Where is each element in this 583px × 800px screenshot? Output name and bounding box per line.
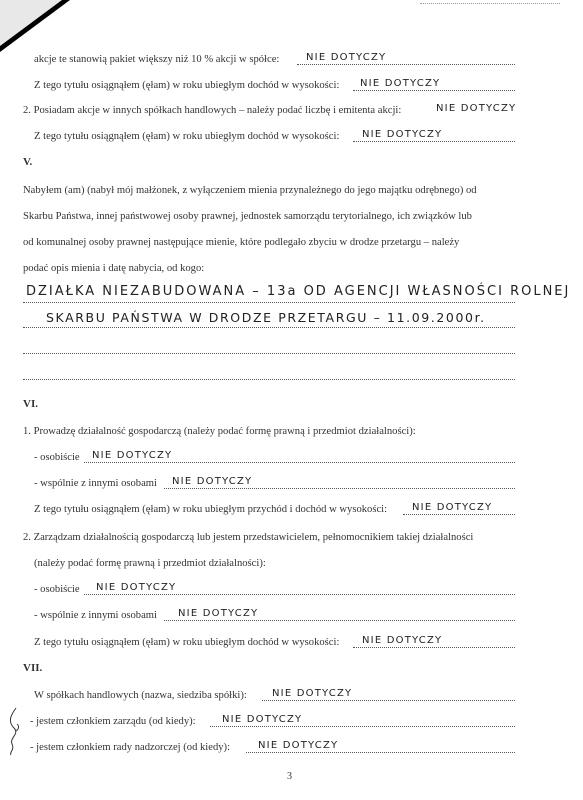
other-shares-value: NIE DOTYCZY bbox=[436, 103, 517, 114]
blank-dots bbox=[23, 353, 515, 354]
section-v-paragraph-3 bbox=[0, 235, 583, 251]
field-value: NIE DOTYCZY bbox=[178, 608, 259, 619]
section-vi-item1-joint bbox=[0, 476, 583, 492]
other-shares-income-value: NIE DOTYCZY bbox=[362, 129, 443, 140]
top-dotted-line bbox=[420, 3, 560, 4]
page-corner-fold-inner bbox=[0, 0, 62, 46]
section-v-paragraph-2 bbox=[0, 209, 583, 225]
section-vi-item2-joint bbox=[0, 608, 583, 624]
field-value: NIE DOTYCZY bbox=[96, 582, 177, 593]
paragraph-text: od komunalnej osoby prawnej następujące mienie, które podlegało zbyciu w drodze przetargu – należy bbox=[23, 237, 460, 248]
field-value: NIE DOTYCZY bbox=[272, 688, 353, 699]
blank-dots bbox=[23, 379, 515, 380]
section-vi-item1-personal bbox=[0, 450, 583, 466]
shares-packet-value: NIE DOTYCZY bbox=[306, 52, 387, 63]
paragraph-text: Skarbu Państwa, innej państwowej osoby prawnej, jednostek samorządu terytorialnego, ich związków lub bbox=[23, 211, 472, 222]
shares-income-value: NIE DOTYCZY bbox=[360, 78, 441, 89]
section-vi-item-2-note bbox=[0, 556, 583, 572]
field-label: - jestem członkiem rady nadzorczej (od kiedy): bbox=[30, 742, 231, 753]
section-v-paragraph-1 bbox=[0, 183, 583, 199]
section-vii-heading: VII. bbox=[23, 662, 43, 674]
section-v-blank-2 bbox=[0, 367, 583, 383]
item-note: (należy podać formę prawną i przedmiot działalności): bbox=[34, 558, 266, 569]
handwriting-dots bbox=[23, 327, 515, 328]
field-label: - wspólnie z innymi osobami bbox=[34, 610, 157, 621]
handwriting-dots bbox=[23, 302, 515, 303]
other-shares-income-label: Z tego tytułu osiągnąłem (ęłam) w roku ubiegłym dochód w wysokości: bbox=[34, 131, 340, 142]
field-label: - osobiście bbox=[34, 584, 80, 595]
field-value: NIE DOTYCZY bbox=[92, 450, 173, 461]
field-value: NIE DOTYCZY bbox=[412, 502, 493, 513]
field-value: NIE DOTYCZY bbox=[172, 476, 253, 487]
field-label: - osobiście bbox=[34, 452, 80, 463]
section-vi-item-1 bbox=[0, 424, 583, 440]
field-label: Z tego tytułu osiągnąłem (ęłam) w roku ubiegłym dochód w wysokości: bbox=[34, 637, 340, 648]
section-vi-item2-personal bbox=[0, 582, 583, 598]
section-vii-supervisory bbox=[0, 740, 583, 756]
shares-packet-line bbox=[0, 52, 583, 68]
page-number: 3 bbox=[287, 771, 292, 782]
section-vii-board bbox=[0, 714, 583, 730]
section-v-paragraph-4 bbox=[0, 261, 583, 277]
field-value: NIE DOTYCZY bbox=[222, 714, 303, 725]
section-v-handwritten-1 bbox=[0, 284, 583, 306]
field-value: NIE DOTYCZY bbox=[258, 740, 339, 751]
field-label: W spółkach handlowych (nazwa, siedziba spółki): bbox=[34, 690, 247, 701]
handwritten-acquisition: SKARBU PAŃSTWA W DRODZE PRZETARGU – 11.09.2000r. bbox=[46, 310, 486, 325]
section-vi-item1-income bbox=[0, 502, 583, 518]
other-shares-line bbox=[0, 103, 583, 119]
section-vi-heading: VI. bbox=[23, 398, 38, 410]
section-vi-item-2 bbox=[0, 530, 583, 546]
shares-income-line bbox=[0, 78, 583, 94]
item-text: 1. Prowadzę działalność gospodarczą (należy podać formę prawną i przedmiot działalności): bbox=[23, 426, 416, 437]
paragraph-text: podać opis mienia i datę nabycia, od kogo: bbox=[23, 263, 205, 274]
field-value: NIE DOTYCZY bbox=[362, 635, 443, 646]
field-label: Z tego tytułu osiągnąłem (ęłam) w roku ubiegłym przychód i dochód w wysokości: bbox=[34, 504, 388, 515]
field-label: - jestem członkiem zarządu (od kiedy): bbox=[30, 716, 196, 727]
section-v-handwritten-2 bbox=[0, 310, 583, 331]
section-vii-companies bbox=[0, 688, 583, 704]
shares-income-label: Z tego tytułu osiągnąłem (ęłam) w roku ubiegłym dochód w wysokości: bbox=[34, 80, 340, 91]
margin-initials-signature bbox=[6, 706, 22, 756]
section-vi-item2-income bbox=[0, 635, 583, 651]
other-shares-label: 2. Posiadam akcje w innych spółkach handlowych – należy podać liczbę i emitenta akcji: bbox=[23, 105, 402, 116]
paragraph-text: Nabyłem (am) (nabył mój małżonek, z wyłączeniem mienia przynależnego do jego majątku odrębnego) od bbox=[23, 185, 477, 196]
section-v-blank-1 bbox=[0, 341, 583, 357]
section-v-heading: V. bbox=[23, 156, 33, 168]
handwritten-property: DZIAŁKA NIEZABUDOWANA – 13a OD AGENCJI WŁASNOŚCI ROLNEJ bbox=[26, 284, 571, 299]
shares-packet-label: akcje te stanowią pakiet większy niż 10 % akcji w spółce: bbox=[34, 54, 280, 65]
field-label: - wspólnie z innymi osobami bbox=[34, 478, 157, 489]
other-shares-income-line bbox=[0, 129, 583, 145]
item-text: 2. Zarządzam działalnością gospodarczą lub jestem przedstawicielem, pełnomocnikiem takiej działalności bbox=[23, 532, 474, 543]
